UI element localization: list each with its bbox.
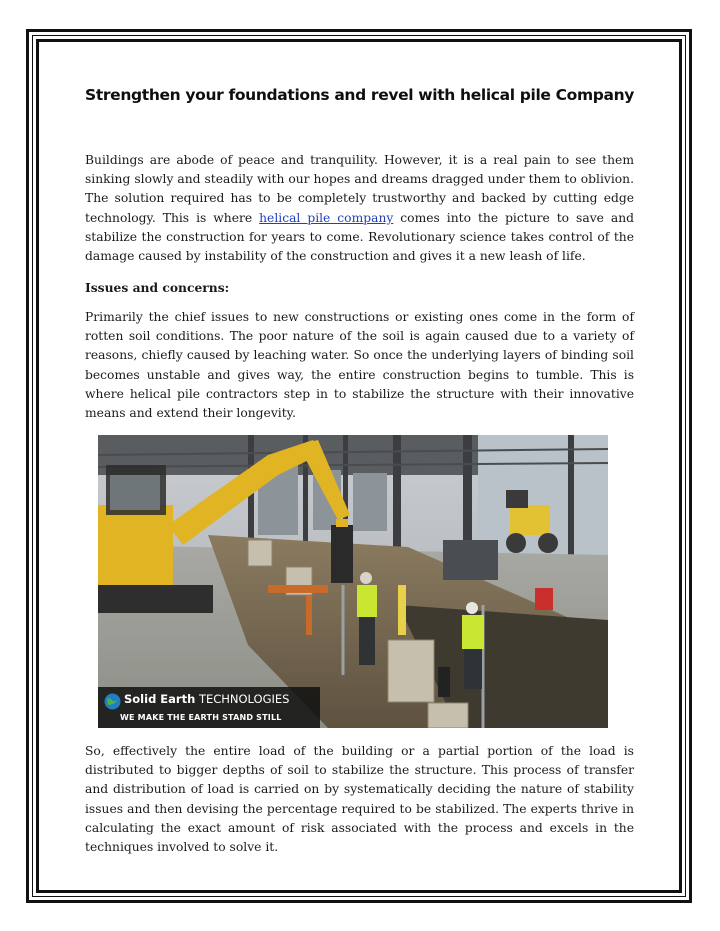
construction-site-photo xyxy=(98,435,608,728)
company-logo-banner xyxy=(98,687,320,728)
logo-brand-bold: Solid Earth xyxy=(124,692,196,706)
issues-paragraph: Primarily the chief issues to new constructions or existing ones come in the form of rotten soil conditions. The poor nature of the soil is again caused due to a variety of reasons, chiefly caused by leaching water. So once the underlying layers of binding soil becomes unstable and gives way, the entire construction begins to tumble. This is where helical pile contractors step in to stabilize the structure with their innovative means and extend their longevity. xyxy=(85,310,634,421)
logo-brand-name xyxy=(124,692,289,706)
globe-logo-icon xyxy=(104,693,121,710)
logo-brand-rest: TECHNOLOGIES xyxy=(198,692,290,706)
intro-paragraph xyxy=(85,151,634,266)
intro-text-after-link: comes into the picture to save and stabilize the construction for years to come. Revolutionary science takes control of the damage caused by instability of the construction and gives it a new leash of life. xyxy=(85,210,635,264)
logo-tagline: WE MAKE THE EARTH STAND STILL xyxy=(120,713,282,722)
document-title: Strengthen your foundations and revel with helical pile Company xyxy=(85,86,635,104)
intro-text-before-link: Buildings are abode of peace and tranquility. However, it is a real pain to see them sinking slowly and steadily with our hopes and dreams dragged under them to oblivion. The solution required has to be completely trustworthy and backed by cutting edge technology. This is where xyxy=(85,153,634,225)
helical-pile-company-link[interactable]: helical pile company xyxy=(259,210,394,225)
load-distribution-paragraph: So, effectively the entire load of the building or a partial portion of the load is distributed to bigger depths of soil to stabilize the structure. This process of transfer and distribution of load is carried on by systematically deciding the nature of stability issues and then devising the percentage required to be stabilized. The experts thrive in calculating the exact amount of risk associated with the process and excels in the techniques involved to solve it. xyxy=(85,744,634,855)
issues-heading: Issues and concerns: xyxy=(85,280,230,295)
